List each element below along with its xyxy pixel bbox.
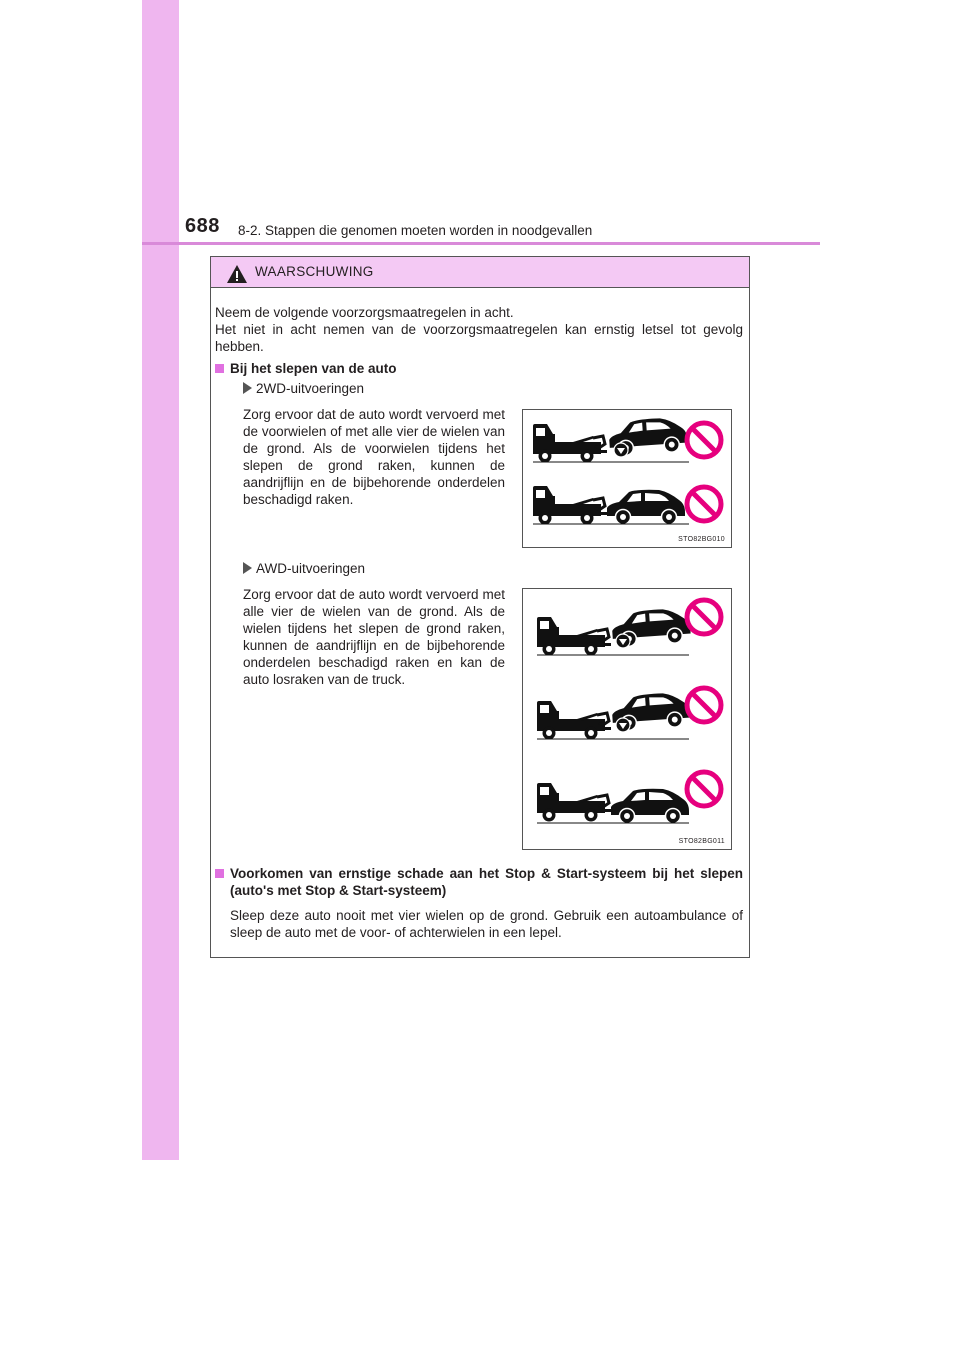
section2-text: Sleep deze auto nooit met vier wielen op de grond. Gebruik een autoambulance of sleep de auto met de voor- of achterwielen in een lepel. xyxy=(230,908,743,940)
warning-intro-line1: Neem de volgende voorzorgsmaatregelen in acht. xyxy=(215,305,514,320)
warning-triangle-icon xyxy=(227,265,247,283)
warning-intro-line2: Het niet in acht nemen van de voorzorgsmaatregelen kan ernstig letsel tot gevolg hebben. xyxy=(215,322,743,354)
figure-awd-towing xyxy=(522,588,732,850)
figure-code: STO82BG010 xyxy=(678,536,725,543)
side-tab-bar xyxy=(142,0,179,1160)
section-title: 8-2. Stappen die genomen moeten worden in noodgevallen xyxy=(238,223,593,238)
header-divider xyxy=(142,242,820,245)
sub2-heading: AWD-uitvoeringen xyxy=(243,560,365,577)
sub2-text: Zorg ervoor dat de auto wordt vervoerd met alle vier de wielen van de grond. Als de wielen tijdens het slepen de grond raken, kunnen de aandrijflijn en de bijbehorende onderdelen beschadigd raken en kan de auto losraken van de truck. xyxy=(243,587,505,687)
square-bullet-icon xyxy=(215,869,224,878)
triangle-bullet-icon xyxy=(243,382,252,394)
section2-heading: Voorkomen van ernstige schade aan het Stop & Start-systeem bij het slepen (auto's met Stop & Start-systeem) xyxy=(215,865,743,899)
figure-2wd-towing xyxy=(522,409,732,548)
section1-heading: Bij het slepen van de auto xyxy=(215,360,743,377)
page-number: 688 xyxy=(185,215,220,237)
warning-title: WAARSCHUWING xyxy=(255,264,374,279)
sub1-text: Zorg ervoor dat de auto wordt vervoerd met de voorwielen of met alle vier de wielen van de grond. Als de voorwielen tijdens het slepen de grond raken, kunnen de aandrijflijn en de bijbehorende onderdelen beschadigd raken. xyxy=(243,407,505,507)
warning-header xyxy=(211,257,749,288)
sub1-heading: 2WD-uitvoeringen xyxy=(243,380,364,397)
triangle-bullet-icon xyxy=(243,562,252,574)
square-bullet-icon xyxy=(215,364,224,373)
figure-code: STO82BG011 xyxy=(678,838,725,845)
